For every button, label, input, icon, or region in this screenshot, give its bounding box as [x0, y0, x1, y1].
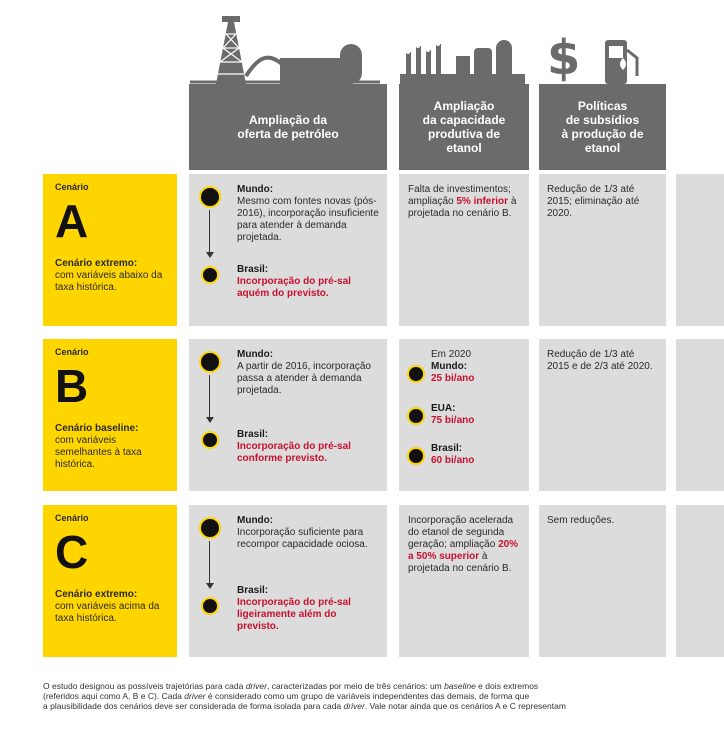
- scenario-a-label: Cenário: [55, 182, 89, 192]
- scenario-c-panel: [43, 505, 177, 657]
- arrow-down-head: [206, 583, 214, 589]
- scenario-b-extra-cell: [676, 339, 724, 491]
- scenario-a-extra-cell: [676, 174, 724, 326]
- scenario-a-subsidio-cell: [539, 174, 666, 326]
- scenario-b-etanol-cell: [399, 339, 529, 491]
- arrow-down-head: [206, 252, 214, 258]
- scenario-c-brasil-text: Brasil: Incorporação do pré-sal ligeiramente além do previsto.: [237, 585, 351, 632]
- scenario-b-subsidio-text: Redução de 1/3 até 2015 e de 2/3 até 2020.: [547, 349, 653, 372]
- globe-icon: [407, 365, 425, 383]
- scenario-a-etanol-cell: [399, 174, 529, 326]
- oil-derrick-icon: [190, 14, 385, 84]
- scenario-b-etanol-eua: EUA: 75 bi/ano: [431, 403, 475, 426]
- scenario-b-mundo-text: Mundo: A partir de 2016, incorporação passa a atender à demanda projetada.: [237, 349, 371, 396]
- column-header-capacidade-etanol: Ampliação da capacidade produtiva de etanol: [399, 84, 529, 170]
- scenario-b-brasil-text: Brasil: Incorporação do pré-sal conforme previsto.: [237, 429, 351, 464]
- scenario-a-etanol-text: Falta de investimentos; ampliação 5% inferior à projetada no cenário B.: [408, 184, 517, 219]
- arrow-down-head: [206, 417, 214, 423]
- scenario-c-etanol-text: Incorporação acelerada do etanol de segunda geração; ampliação 20% a 50% superior à projetada no cenário B.: [408, 515, 519, 574]
- scenario-a-letter: A: [55, 195, 89, 247]
- scenario-a-subsidio-text: Redução de 1/3 até 2015; eliminação até 2020.: [547, 184, 640, 219]
- scenario-c-description: Cenário extremo: com variáveis acima da taxa histórica.: [55, 589, 160, 624]
- scenario-b-etanol-year: Em 2020: [431, 349, 472, 360]
- scenario-b-description: Cenário baseline: com variáveis semelhantes à taxa histórica.: [55, 423, 142, 470]
- scenario-c-petroleo-cell: [189, 505, 387, 657]
- scenario-a-description: Cenário extremo: com variáveis abaixo da taxa histórica.: [55, 258, 163, 293]
- dollar-fuel-pump-icon: [545, 30, 655, 84]
- scenario-a-mundo-text: Mundo: Mesmo com fontes novas (pós-2016), incorporação insuficiente para atender à demanda projetada.: [237, 184, 379, 243]
- scenario-c-mundo-text: Mundo: Incorporação suficiente para recompor capacidade ociosa.: [237, 515, 368, 550]
- brazil-map-icon: [407, 447, 425, 465]
- brazil-map-icon: [201, 431, 219, 449]
- scenario-c-etanol-cell: [399, 505, 529, 657]
- scenario-b-etanol-brasil: Brasil: 60 bi/ano: [431, 443, 475, 466]
- scenario-b-label: Cenário: [55, 347, 89, 357]
- column-header-subsidios: Políticas de subsídios à produção de etanol: [539, 84, 666, 170]
- scenario-c-extra-cell: [676, 505, 724, 657]
- svg-text:$: $: [547, 30, 581, 84]
- globe-icon: [199, 351, 221, 373]
- footer-line-2: (referidos aqui como A, B e C). Cada driver é considerado como um grupo de variáveis independentes das demais, de forma que: [43, 691, 530, 701]
- brazil-map-icon: [201, 266, 219, 284]
- scenario-b-panel: [43, 339, 177, 491]
- usa-map-icon: [407, 407, 425, 425]
- scenario-b-subsidio-cell: [539, 339, 666, 491]
- scenario-c-label: Cenário: [55, 513, 89, 523]
- footer-line-3: a plausibilidade dos cenários deve ser considerada de forma isolada para cada driver. Vale notar ainda que os cenários A e C representam: [43, 701, 566, 711]
- scenario-a-brasil-text: Brasil: Incorporação do pré-sal aquém do previsto.: [237, 264, 351, 299]
- globe-icon: [199, 517, 221, 539]
- scenario-a-petroleo-cell: [189, 174, 387, 326]
- scenario-b-etanol-mundo: Mundo: 25 bi/ano: [431, 361, 475, 384]
- brazil-map-icon: [201, 597, 219, 615]
- footer-line-1: O estudo designou as possíveis trajetórias para cada driver, caracterizadas por meio de três cenários: um baseline e dois extremos: [43, 681, 539, 691]
- scenario-b-petroleo-cell: [189, 339, 387, 491]
- scenario-c-subsidio-text: Sem reduções.: [547, 515, 615, 526]
- arrow-down-icon: [209, 210, 210, 254]
- arrow-down-icon: [209, 375, 210, 419]
- scenario-a-panel: [43, 174, 177, 326]
- footer-text: [43, 681, 713, 711]
- arrow-down-icon: [209, 541, 210, 585]
- scenario-c-subsidio-cell: [539, 505, 666, 657]
- globe-icon: [199, 186, 221, 208]
- ethanol-plant-icon: [400, 34, 530, 84]
- scenario-c-letter: C: [55, 526, 89, 578]
- column-header-oferta-petroleo: Ampliação da oferta de petróleo: [189, 84, 387, 170]
- scenario-b-letter: B: [55, 360, 89, 412]
